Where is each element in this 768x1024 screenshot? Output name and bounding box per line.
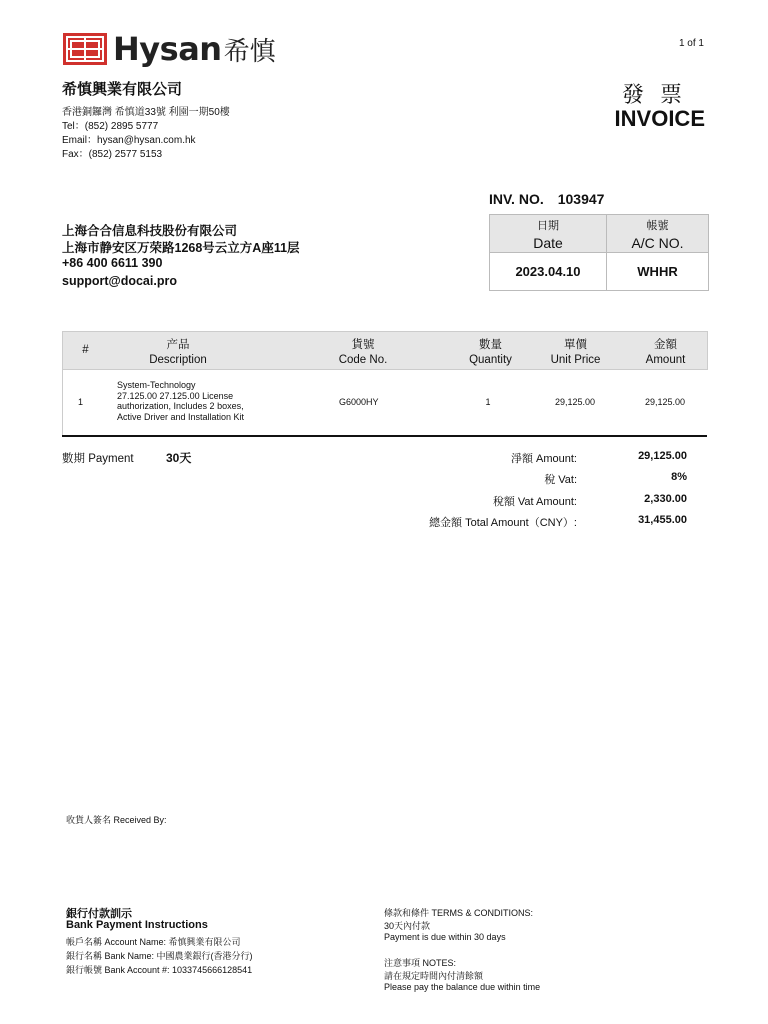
received-by-signature: 收貨人簽名 Received By: [66, 815, 167, 825]
date-account-box [489, 214, 709, 291]
notes-text-zh: 請在規定時間內付清餘額 [384, 971, 484, 981]
notes-title: 注意事項 NOTES: [384, 958, 457, 968]
item-amount: 29,125.00 [644, 397, 686, 407]
account-label-zh: 帳號 [646, 220, 669, 232]
column-header-en: Description [149, 354, 207, 366]
column-header-en: Code No. [338, 354, 388, 366]
account-label-en: A/C NO. [631, 235, 684, 251]
column-header-en: Quantity [469, 354, 512, 366]
column-header-code [323, 332, 403, 369]
hysan-logo [62, 30, 276, 68]
invoice-number-value: 103947 [557, 191, 605, 207]
bank-account-number: 銀行帳號 Bank Account #: 1033745666128541 [66, 965, 253, 975]
terms-text-en: Payment is due within 30 days [384, 932, 506, 942]
column-header-amount [628, 332, 703, 369]
logo-wordmark-en: Hysan [113, 30, 222, 68]
vat-rate-label: 稅 Vat: [544, 474, 577, 486]
column-header-quantity [453, 332, 528, 369]
vat-rate-value: 8% [671, 471, 687, 483]
item-code: G6000HY [339, 397, 379, 407]
bank-name: 銀行名稱 Bank Name: 中國農業銀行(香港分行) [66, 951, 253, 961]
document-title-en: INVOICE [614, 106, 705, 131]
column-header-zh: 單價 [564, 339, 587, 351]
table-bottom-divider [62, 435, 707, 437]
company-email: Email：hysan@hysan.com.hk [62, 135, 196, 146]
item-description-line: 27.125.00 27.125.00 License [117, 390, 234, 401]
date-value: 2023.04.10 [490, 253, 607, 290]
company-tel: Tel：(852) 2895 5777 [62, 121, 159, 132]
item-description-line: System-Technology [117, 380, 196, 390]
total-amount-label: 總金額 Total Amount（CNY）: [429, 517, 577, 529]
item-quantity: 1 [485, 397, 491, 407]
vat-amount-label: 稅額 Vat Amount: [492, 496, 577, 508]
bank-instructions-title-zh: 銀行付款訓示 [66, 908, 132, 920]
page-count: 1 of 1 [678, 38, 704, 49]
date-label-en: Date [533, 235, 563, 251]
column-header-zh: 貨號 [351, 339, 375, 351]
company-address: 香港銅鑼灣 希慎道33號 利園一期50樓 [62, 107, 230, 118]
date-header [490, 215, 607, 253]
net-amount-value: 29,125.00 [638, 450, 687, 462]
column-header-description [123, 332, 233, 369]
column-header-en: Unit Price [550, 354, 601, 366]
payment-terms-label: 數期 Payment [62, 453, 134, 465]
company-name: 希慎興業有限公司 [62, 81, 183, 98]
column-header-zh: 數量 [479, 339, 502, 351]
terms-title: 條款和條件 TERMS & CONDITIONS: [384, 908, 534, 918]
bank-account-name: 帳戶名稱 Account Name: 希慎興業有限公司 [66, 937, 241, 947]
notes-text-en: Please pay the balance due within time [384, 982, 541, 992]
table-row [62, 369, 707, 435]
customer-name: 上海合合信息科技股份有限公司 [62, 224, 238, 238]
invoice-number [489, 191, 604, 207]
item-description-line: Active Driver and Installation Kit [117, 411, 245, 422]
vat-amount-value: 2,330.00 [644, 493, 687, 505]
bank-instructions-title-en: Bank Payment Instructions [66, 919, 208, 931]
account-header [607, 215, 708, 253]
date-label-zh: 日期 [537, 220, 559, 232]
customer-address: 上海市静安区万荣路1268号云立方A座11层 [62, 241, 300, 255]
customer-email: support@docai.pro [62, 274, 177, 288]
item-unit-price: 29,125.00 [554, 397, 596, 407]
column-header-index: # [82, 344, 89, 356]
item-description-line: authorization, Includes 2 boxes, [117, 401, 244, 411]
column-header-zh: 产品 [166, 339, 190, 351]
payment-terms-value: 30天 [166, 451, 192, 465]
terms-text-zh: 30天內付款 [384, 921, 431, 931]
customer-phone: +86 400 6611 390 [62, 256, 163, 270]
items-table-header [62, 331, 708, 370]
item-description [117, 380, 277, 422]
column-header-zh: 金額 [654, 339, 677, 351]
hysan-logo-mark-icon [62, 32, 108, 66]
column-header-unit-price [538, 332, 613, 369]
net-amount-label: 淨額 Amount: [510, 453, 577, 465]
document-title-zh: 發票 [621, 82, 698, 107]
total-amount-value: 31,455.00 [638, 514, 687, 526]
invoice-number-label: INV. NO. [489, 191, 544, 207]
item-index: 1 [77, 397, 83, 407]
logo-wordmark-zh: 希慎 [223, 36, 276, 67]
account-value: WHHR [637, 264, 678, 279]
company-fax: Fax：(852) 2577 5153 [62, 149, 163, 160]
column-header-en: Amount [645, 354, 686, 366]
